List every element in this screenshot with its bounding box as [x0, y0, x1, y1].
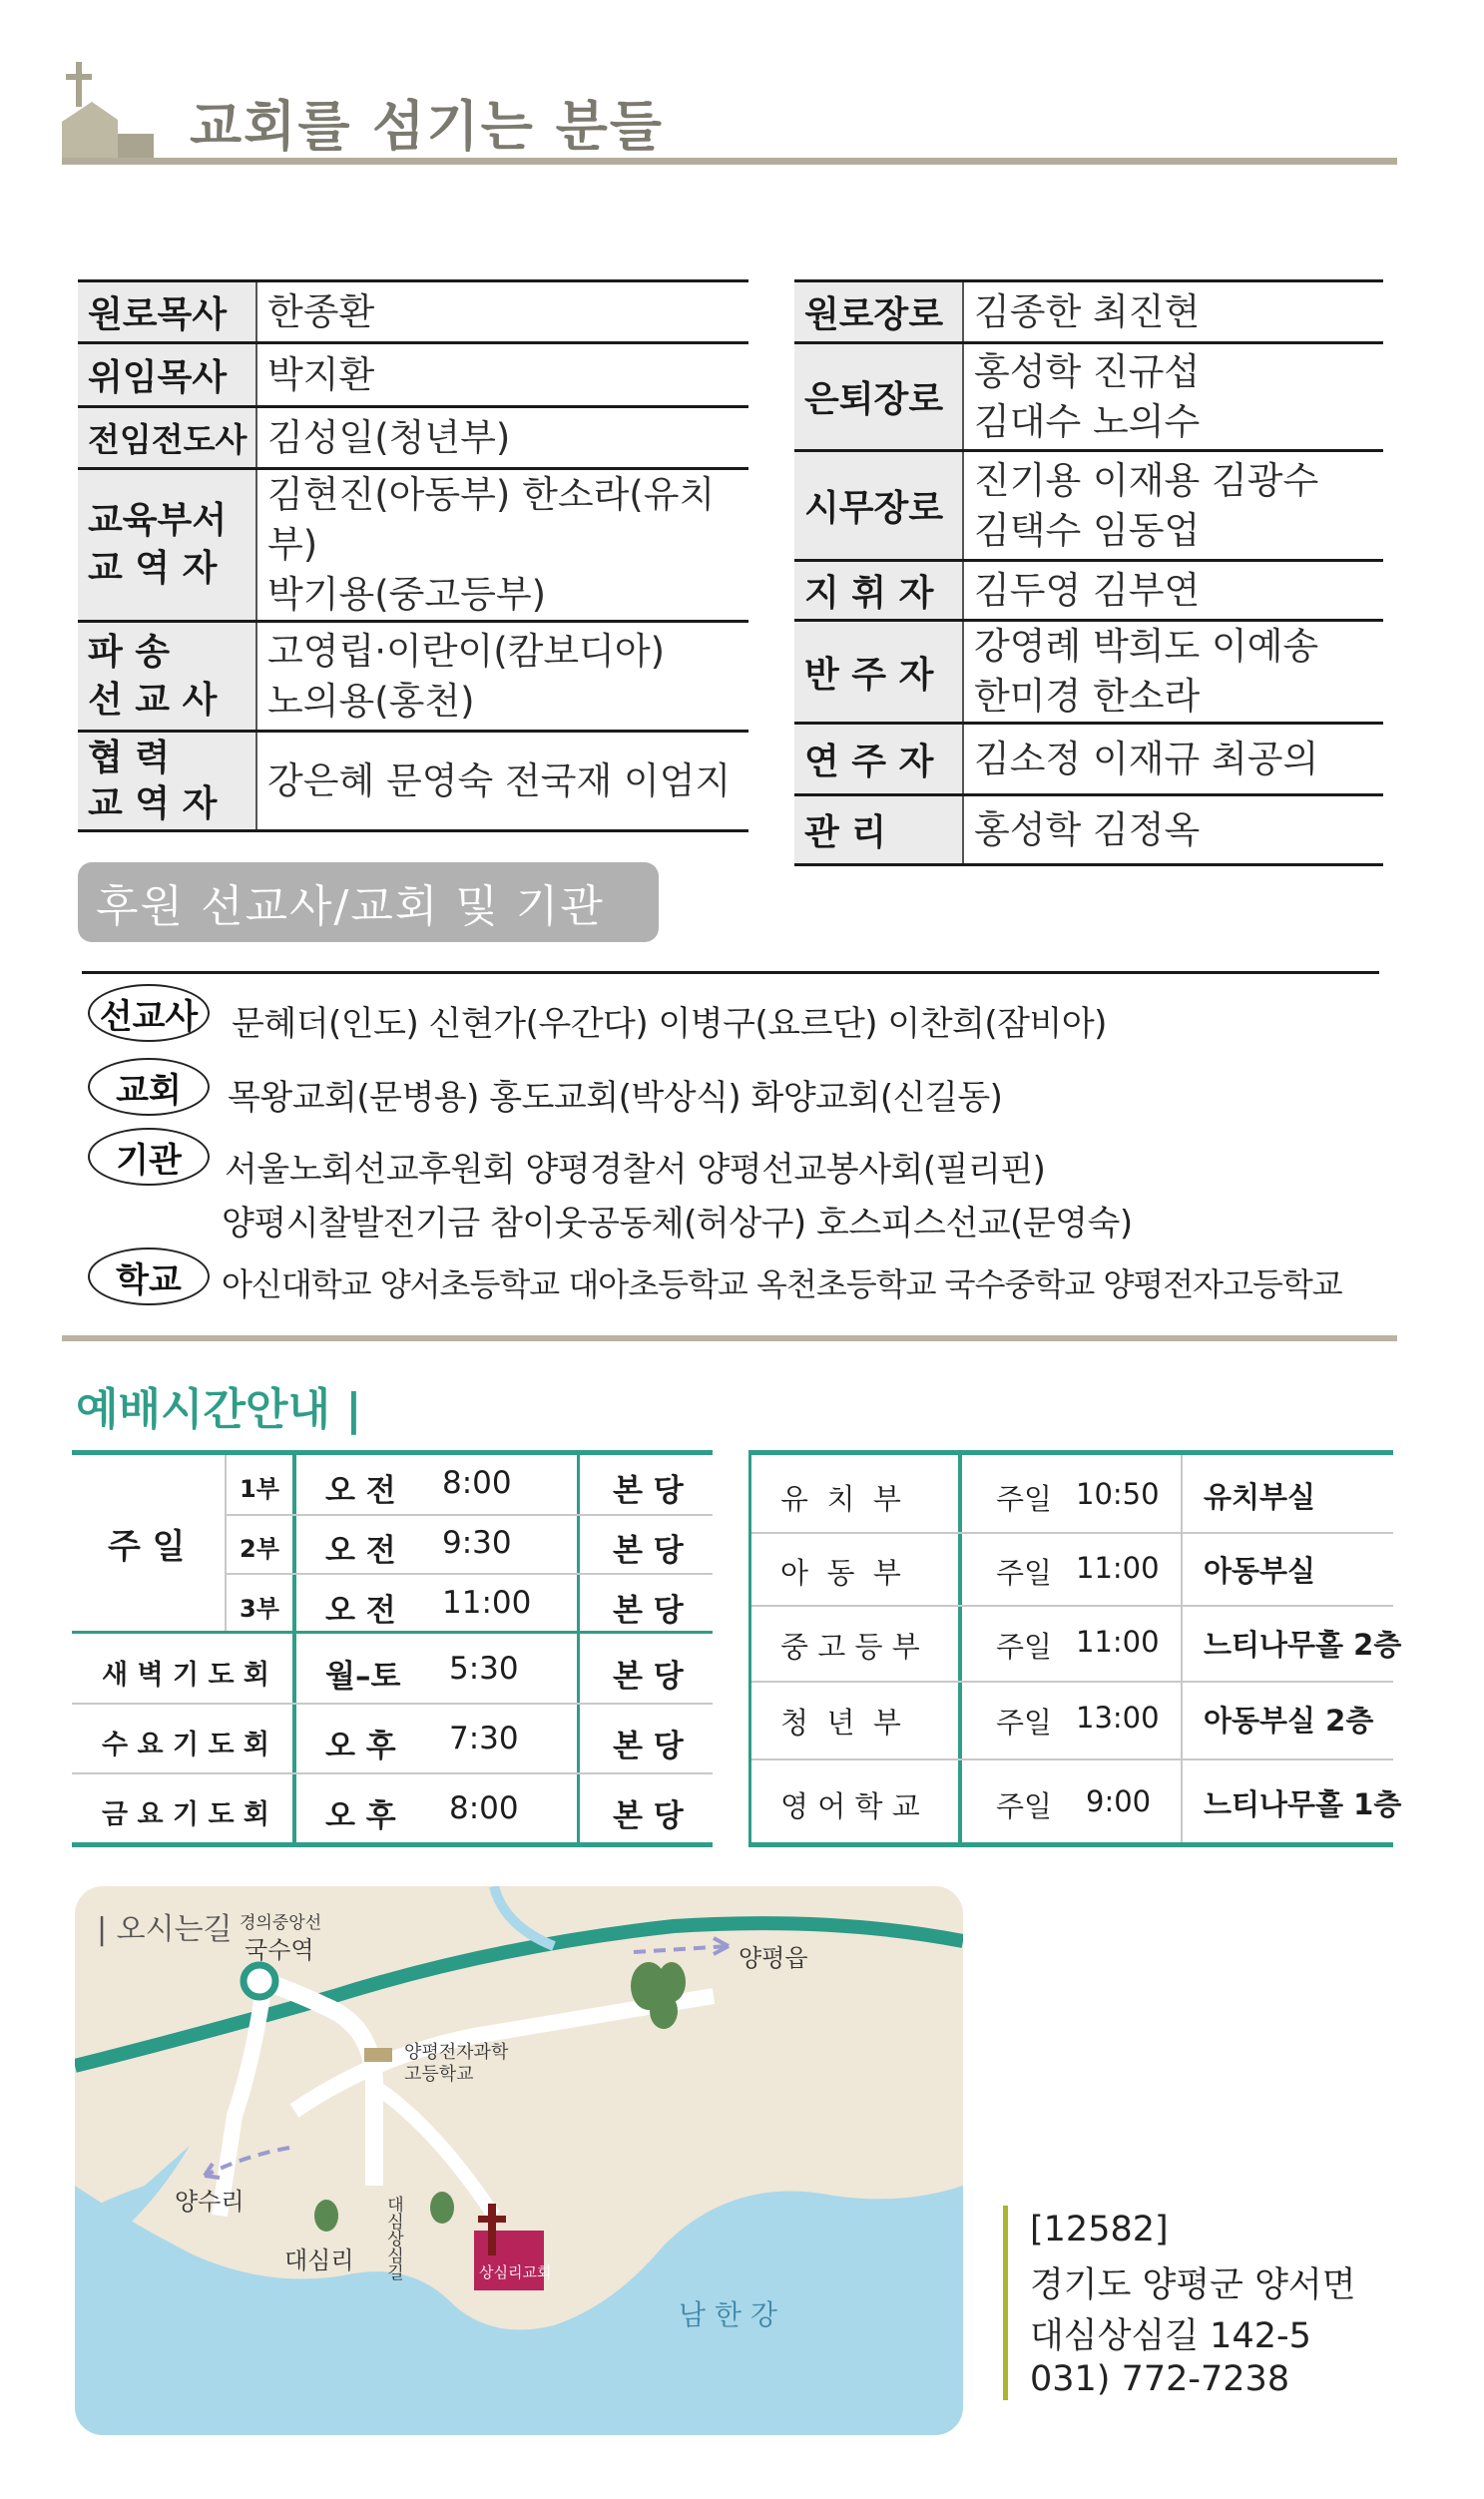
- staff-role: 원로목사: [78, 281, 256, 343]
- address-line2: 대심상심길 142-5: [1030, 2316, 1311, 2356]
- dept-place: 아동부실 2층: [1204, 1704, 1374, 1738]
- table-border: [751, 1681, 1393, 1683]
- worship-ampm: 오 전: [325, 1593, 396, 1629]
- staff-names: 김현진(아동부) 한소라(유치부) 박기용(중고등부): [256, 469, 748, 622]
- worship-name: 수 요 기 도 회: [102, 1730, 270, 1760]
- table-border: [72, 1450, 713, 1455]
- staff-role: 반 주 자: [794, 621, 963, 724]
- staff-role: 파 송 선 교 사: [78, 622, 256, 732]
- table-border: [72, 1772, 713, 1774]
- address-phone: 031) 772-7238: [1030, 2359, 1290, 2399]
- table-border: [72, 1703, 713, 1705]
- worship-time: 9:30: [442, 1525, 512, 1561]
- staff-row: [78, 343, 748, 407]
- dept-day: 주일: [996, 1556, 1053, 1590]
- worship-place: 본 당: [613, 1729, 684, 1764]
- map-school: 양평전자과학 고등학교: [404, 2042, 509, 2085]
- staff-role: 시무장로: [794, 451, 963, 561]
- staff-names: 김종한 최진현: [963, 281, 1383, 343]
- staff-row: [794, 561, 1383, 621]
- dept-time: 13:00: [1076, 1701, 1160, 1735]
- dept-name: 청 년 부: [780, 1706, 901, 1740]
- table-border: [225, 1455, 227, 1633]
- staff-role: 협 력 교 역 자: [78, 732, 256, 831]
- map-destination: 양평읍: [739, 1944, 808, 1972]
- directions-map: [75, 1886, 963, 2435]
- worship-part: 2부: [240, 1535, 279, 1563]
- dept-time: 11:00: [1076, 1551, 1160, 1585]
- dept-time: 10:50: [1076, 1477, 1160, 1511]
- church-cross-icon: [62, 62, 157, 162]
- table-border: [748, 1455, 751, 1842]
- worship-time: 8:00: [442, 1465, 512, 1501]
- staff-role: 연 주 자: [794, 724, 963, 795]
- worship-place: 본 당: [613, 1798, 684, 1834]
- worship-place: 본 당: [613, 1533, 684, 1569]
- address-line1: 경기도 양평군 양서면: [1030, 2265, 1356, 2305]
- staff-role: 은퇴장로: [794, 343, 963, 451]
- table-border: [751, 1758, 1393, 1760]
- staff-names: 박지환: [256, 343, 748, 407]
- map-illustration: [75, 1886, 963, 2435]
- dept-day: 주일: [996, 1789, 1053, 1823]
- staff-names: 한종환: [256, 281, 748, 343]
- worship-ampm: 오 전: [325, 1473, 396, 1509]
- map-daesimri: 대심리: [284, 2247, 354, 2274]
- worship-time: 7:30: [449, 1721, 519, 1756]
- staff-row: [794, 621, 1383, 724]
- staff-row: [78, 407, 748, 469]
- sponsor-label-church: 교회: [88, 1058, 210, 1116]
- staff-names: 김성일(청년부): [256, 407, 748, 469]
- dept-place: 느티나무홀 1층: [1204, 1787, 1402, 1821]
- sponsor-organization-list: 서울노회선교후원회 양평경찰서 양평선교봉사회(필리핀): [225, 1150, 1046, 1190]
- table-border: [958, 1455, 962, 1842]
- table-border: [751, 1605, 1393, 1607]
- map-church: 상심리교회: [479, 2263, 552, 2281]
- staff-names: 홍성학 진규섭 김대수 노의수: [963, 343, 1383, 451]
- header-divider: [62, 158, 1397, 165]
- worship-place: 본 당: [613, 1593, 684, 1629]
- map-road: 대심상심길: [383, 2196, 403, 2280]
- map-river: 남 한 강: [679, 2298, 777, 2331]
- map-line-name: 경의중앙선: [240, 1913, 322, 1933]
- worship-part: 3부: [240, 1595, 279, 1623]
- sponsor-divider: [82, 971, 1379, 974]
- staff-row: [78, 469, 748, 622]
- table-border: [227, 1573, 713, 1575]
- staff-row: [794, 795, 1383, 865]
- dept-day: 주일: [996, 1706, 1053, 1740]
- map-station: 국수역: [245, 1936, 314, 1964]
- dept-time: 11:00: [1076, 1625, 1160, 1659]
- staff-row: [78, 622, 748, 732]
- worship-place: 본 당: [613, 1659, 684, 1695]
- worship-ampm: 오 후: [325, 1729, 396, 1764]
- table-border: [748, 1842, 1393, 1847]
- staff-role: 전임전도사: [78, 407, 256, 469]
- staff-role: 관 리: [794, 795, 963, 865]
- staff-table-right: [794, 279, 1383, 866]
- staff-table-left: [78, 279, 748, 832]
- dept-name: 유 치 부: [780, 1482, 901, 1516]
- sponsor-section-title: 후원 선교사/교회 및 기관: [78, 862, 659, 942]
- sponsor-church-list: 목왕교회(문병용) 홍도교회(박상식) 화양교회(신길동): [228, 1078, 1003, 1118]
- table-border: [72, 1631, 713, 1634]
- staff-role: 교육부서 교 역 자: [78, 469, 256, 622]
- worship-time: 11:00: [442, 1585, 532, 1621]
- staff-row: [794, 724, 1383, 795]
- staff-row: [794, 343, 1383, 451]
- worship-name: 금 요 기 도 회: [102, 1799, 270, 1830]
- staff-role: 원로장로: [794, 281, 963, 343]
- staff-row: [78, 732, 748, 831]
- dept-day: 주일: [996, 1630, 1053, 1664]
- worship-time: 5:30: [449, 1651, 519, 1687]
- table-border: [751, 1532, 1393, 1534]
- table-border: [72, 1842, 713, 1847]
- staff-names: 강은혜 문영숙 전국재 이엄지: [256, 732, 748, 831]
- staff-names: 강영례 박희도 이예송 한미경 한소라: [963, 621, 1383, 724]
- sponsor-organization-list: 양평시찰발전기금 참이웃공동체(허상구) 호스피스선교(문영숙): [222, 1204, 1133, 1244]
- map-yangsuri: 양수리: [175, 2188, 245, 2216]
- worship-ampm: 월–토: [325, 1659, 401, 1695]
- staff-names: 진기용 이재용 김광수 김택수 임동업: [963, 451, 1383, 561]
- table-border: [227, 1514, 713, 1516]
- staff-row: [794, 451, 1383, 561]
- sponsor-school-list: 아신대학교 양서초등학교 대아초등학교 옥천초등학교 국수중학교 양평전자고등학교: [222, 1265, 1342, 1303]
- dept-place: 유치부실: [1204, 1480, 1316, 1514]
- section-divider: [62, 1335, 1397, 1341]
- sponsor-label-organization: 기관: [88, 1128, 210, 1186]
- page-title: 교회를 섬기는 분들: [190, 95, 664, 158]
- staff-names: 고영립·이란이(캄보디아) 노의용(홍천): [256, 622, 748, 732]
- worship-name: 새 벽 기 도 회: [102, 1660, 270, 1691]
- worship-place: 본 당: [613, 1473, 684, 1509]
- staff-row: [78, 281, 748, 343]
- table-border: [748, 1450, 1393, 1455]
- worship-time: 8:00: [449, 1790, 519, 1826]
- staff-role: 지 휘 자: [794, 561, 963, 621]
- dept-name: 아 동 부: [780, 1556, 901, 1590]
- worship-ampm: 오 전: [325, 1533, 396, 1569]
- address-accent-bar: [1003, 2206, 1008, 2400]
- staff-names: 김두영 김부연: [963, 561, 1383, 621]
- worship-ampm: 오 후: [325, 1798, 396, 1834]
- dept-name: 중 고 등 부: [780, 1630, 920, 1664]
- staff-row: [794, 281, 1383, 343]
- sponsor-label-school: 학교: [88, 1248, 210, 1305]
- worship-section-title: 예배시간안내 |: [76, 1384, 362, 1435]
- map-title: | 오시는길: [97, 1912, 233, 1947]
- staff-role: 위임목사: [78, 343, 256, 407]
- dept-day: 주일: [996, 1482, 1053, 1516]
- dept-time: 9:00: [1086, 1784, 1152, 1818]
- sponsor-label-missionary: 선교사: [88, 984, 210, 1042]
- table-border: [1181, 1455, 1183, 1842]
- dept-place: 느티나무홀 2층: [1204, 1628, 1402, 1662]
- staff-names: 김소정 이재규 최공의: [963, 724, 1383, 795]
- staff-names: 홍성학 김정옥: [963, 795, 1383, 865]
- worship-part: 1부: [240, 1475, 279, 1503]
- sunday-label: 주 일: [108, 1527, 186, 1567]
- sponsor-missionary-list: 문혜더(인도) 신현가(우간다) 이병구(요르단) 이찬희(잠비아): [232, 1004, 1107, 1044]
- dept-place: 아동부실: [1204, 1554, 1316, 1588]
- dept-name: 영 어 학 교: [780, 1789, 920, 1823]
- address-postcode: [12582]: [1030, 2210, 1169, 2249]
